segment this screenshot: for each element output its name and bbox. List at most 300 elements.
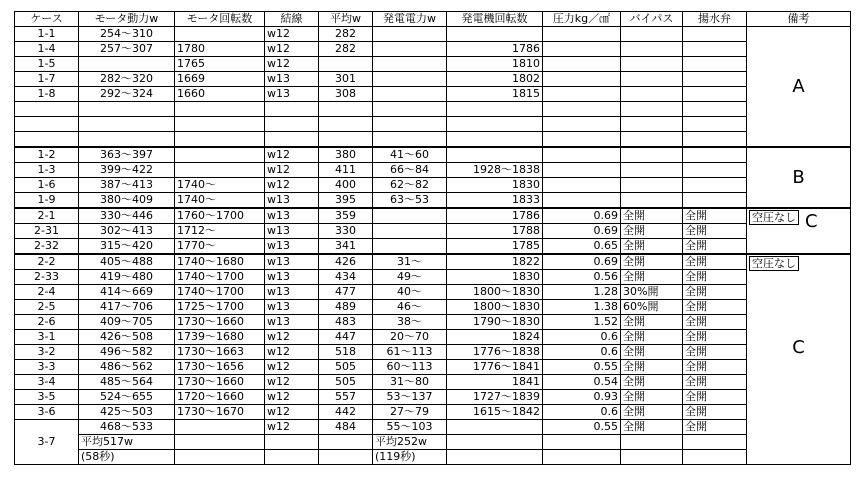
cell-pressure: 0.6 [543,330,621,345]
cell-empty [319,132,373,148]
cell-avg: 442 [319,405,373,420]
cell-case: 1-6 [15,178,79,193]
cell-case: 3-1 [15,330,79,345]
cell-valve [683,72,747,87]
cell-genrpm: 1928～1838 [447,163,543,178]
cell-bypass: 30%開 [621,285,683,300]
cell-empty [175,435,265,450]
cell-empty [447,117,543,132]
remark-C1-label: C [805,211,818,232]
cell-rpm: 1720～1660 [175,390,265,405]
cell-pressure: 0.6 [543,345,621,360]
table-row [15,420,851,435]
cell-power: 282～320 [79,72,175,87]
cell-genrpm: 1830 [447,270,543,285]
cell-empty [319,117,373,132]
cell-wiring: w12 [265,330,319,345]
cell-gen: 27～79 [373,405,447,420]
cell-power: 486～562 [79,360,175,375]
cell-bypass: 全開 [621,420,683,435]
cell-case: 3-2 [15,345,79,360]
cell-pressure [543,193,621,209]
table-row [15,27,851,42]
cell-empty [175,450,265,465]
header-wiring: 結線 [265,12,319,27]
cell-bypass [621,178,683,193]
header-generated-power: 発電電力w [373,12,447,27]
cell-valve: 全開 [683,345,747,360]
cell-empty [175,102,265,117]
cell-genrpm: 1790～1830 [447,315,543,330]
cell-avg-power: 平均517w [79,435,175,450]
note-no-air-2: 空圧なし [749,256,799,271]
cell-case: 1-3 [15,163,79,178]
cell-valve: 全開 [683,405,747,420]
cell-empty [265,132,319,148]
cell-bypass: 全開 [621,405,683,420]
cell-rpm [175,27,265,42]
cell-empty [447,420,543,435]
cell-time1: (58秒) [79,450,175,465]
cell-empty [79,102,175,117]
cell-pressure [543,57,621,72]
cell-gen: 55～103 [373,420,447,435]
cell-genrpm: 1824 [447,330,543,345]
table-row [15,345,851,360]
cell-avg: 308 [319,87,373,102]
cell-empty [683,102,747,117]
cell-valve: 全開 [683,285,747,300]
table-row [15,193,851,209]
cell-empty [621,102,683,117]
cell-gen: 53～137 [373,390,447,405]
cell-valve [683,163,747,178]
cell-bypass [621,193,683,209]
cell-valve: 全開 [683,208,747,224]
cell-gen [373,208,447,224]
cell-empty [373,117,447,132]
cell-rpm: 1669 [175,72,265,87]
cell-pressure [543,72,621,87]
table-body [15,27,851,465]
header-pressure: 圧力kg／㎠ [543,12,621,27]
cell-avg: 359 [319,208,373,224]
cell-genrpm: 1786 [447,208,543,224]
cell-wiring: w12 [265,178,319,193]
cell-pressure: 0.54 [543,375,621,390]
cell-gen: 66～84 [373,163,447,178]
cell-empty [319,450,373,465]
cell-power [79,57,175,72]
cell-case: 2-1 [15,208,79,224]
cell-valve [683,147,747,163]
cell-avg: 484 [319,420,373,435]
cell-empty [621,117,683,132]
cell-gen: 60～113 [373,360,447,375]
cell-empty [543,435,621,450]
header-average: 平均w [319,12,373,27]
cell-bypass [621,42,683,57]
cell-case: 3-3 [15,360,79,375]
cell-genrpm: 1815 [447,87,543,102]
cell-power: 302～413 [79,224,175,239]
table-row [15,147,851,163]
cell-rpm: 1780 [175,42,265,57]
cell-power: 485～564 [79,375,175,390]
cell-power: 524～655 [79,390,175,405]
cell-pressure: 1.38 [543,300,621,315]
data-sheet [14,11,850,487]
cell-pressure [543,87,621,102]
cell-avg: 505 [319,375,373,390]
cell-gen [373,57,447,72]
cell-empty [543,450,621,465]
cell-power: 405～488 [79,254,175,270]
cell-avg: 483 [319,315,373,330]
cell-valve: 全開 [683,315,747,330]
table-row [15,330,851,345]
cell-genrpm: 1788 [447,224,543,239]
cell-case: 2-4 [15,285,79,300]
cell-empty [543,132,621,148]
cell-empty [373,102,447,117]
cell-power: 257～307 [79,42,175,57]
cell-power: 417～706 [79,300,175,315]
cell-pressure [543,42,621,57]
cell-valve [683,193,747,209]
cell-rpm: 1712～ [175,224,265,239]
cell-avg: 426 [319,254,373,270]
cell-avg: 447 [319,330,373,345]
cell-genrpm: 1810 [447,57,543,72]
cell-bypass: 全開 [621,390,683,405]
cell-case: 1-2 [15,147,79,163]
cell-valve: 全開 [683,360,747,375]
cell-empty [175,117,265,132]
table-row [15,285,851,300]
cell-genrpm: 1786 [447,42,543,57]
cell-case: 2-33 [15,270,79,285]
table-row [15,254,851,270]
cell-pressure: 0.93 [543,390,621,405]
cell-bypass [621,57,683,72]
cell-empty [15,117,79,132]
cell-empty [621,132,683,148]
cell-gen: 40～ [373,285,447,300]
cell-bypass: 全開 [621,239,683,255]
cell-valve [683,87,747,102]
cell-avg: 330 [319,224,373,239]
cell-empty [621,450,683,465]
cell-genrpm [447,27,543,42]
cell-bypass: 60%開 [621,300,683,315]
cell-empty [79,132,175,148]
cell-case: 1-5 [15,57,79,72]
cell-genrpm: 1830 [447,178,543,193]
cell-valve: 全開 [683,239,747,255]
table-row [15,315,851,330]
cell-rpm: 1740～ [175,178,265,193]
cell-wiring: w13 [265,72,319,87]
cell-power: 468～533 [79,420,175,435]
cell-rpm: 1730～1656 [175,360,265,375]
cell-empty [319,102,373,117]
cell-bypass [621,27,683,42]
cell-genrpm: 1615～1842 [447,405,543,420]
cell-rpm: 1660 [175,87,265,102]
cell-avg: 411 [319,163,373,178]
cell-bypass: 全開 [621,330,683,345]
cell-empty [373,132,447,148]
cell-wiring: w13 [265,208,319,224]
cell-genrpm: 1800～1830 [447,300,543,315]
header-bypass: バイパス [621,12,683,27]
cell-wiring: w12 [265,375,319,390]
header-motor-rpm: モータ回転数 [175,12,265,27]
cell-case: 1-1 [15,27,79,42]
cell-valve: 全開 [683,420,747,435]
remark-C1 [747,208,851,254]
cell-pressure: 0.69 [543,254,621,270]
cell-case: 3-5 [15,390,79,405]
table-row [15,57,851,72]
table-row [15,117,851,132]
table-row [15,87,851,102]
remark-C2-label: C [792,337,805,358]
cell-power: 426～508 [79,330,175,345]
cell-empty [447,435,543,450]
cell-empty [15,132,79,148]
cell-bypass: 全開 [621,270,683,285]
table-row [15,239,851,255]
cell-pressure: 0.6 [543,405,621,420]
cell-wiring: w12 [265,420,319,435]
cell-rpm: 1740～1700 [175,270,265,285]
cell-empty [447,102,543,117]
cell-valve: 全開 [683,330,747,345]
header-case: ケース [15,12,79,27]
cell-empty [79,117,175,132]
cell-case: 2-32 [15,239,79,255]
cell-genrpm: 1776～1841 [447,360,543,375]
cell-avg: 301 [319,72,373,87]
cell-rpm: 1730～1660 [175,315,265,330]
cell-avg: 489 [319,300,373,315]
cell-genrpm: 1841 [447,375,543,390]
cell-pressure: 0.55 [543,360,621,375]
cell-wiring: w13 [265,239,319,255]
cell-rpm: 1730～1660 [175,375,265,390]
cell-wiring: w13 [265,87,319,102]
table-row [15,300,851,315]
cell-power: 380～409 [79,193,175,209]
cell-avg: 395 [319,193,373,209]
cell-power: 363～397 [79,147,175,163]
table-row [15,435,851,450]
cell-rpm: 1740～1700 [175,285,265,300]
cell-avg: 380 [319,147,373,163]
cell-power: 399～422 [79,163,175,178]
cell-empty [265,450,319,465]
cell-empty [265,102,319,117]
cell-case: 3-4 [15,375,79,390]
cell-rpm: 1765 [175,57,265,72]
cell-gen: 61～113 [373,345,447,360]
cell-genrpm: 1822 [447,254,543,270]
cell-empty [175,132,265,148]
table-row [15,163,851,178]
cell-power: 292～324 [79,87,175,102]
cell-power: 254～310 [79,27,175,42]
cell-rpm: 1730～1663 [175,345,265,360]
cell-bypass: 全開 [621,345,683,360]
cell-valve: 全開 [683,375,747,390]
cell-power: 387～413 [79,178,175,193]
cell-time2: (119秒) [373,450,447,465]
cell-empty [683,450,747,465]
cell-power: 414～669 [79,285,175,300]
cell-avg: 400 [319,178,373,193]
cell-valve [683,42,747,57]
cell-valve [683,178,747,193]
cell-genrpm: 1802 [447,72,543,87]
table-row [15,450,851,465]
cell-wiring: w12 [265,163,319,178]
table-row [15,72,851,87]
cell-gen [373,27,447,42]
table-row [15,360,851,375]
cell-valve: 全開 [683,224,747,239]
cell-case: 1-9 [15,193,79,209]
cell-rpm [175,147,265,163]
cell-wiring: w12 [265,405,319,420]
cell-avg: 434 [319,270,373,285]
cell-pressure: 0.69 [543,224,621,239]
cell-gen [373,87,447,102]
cell-wiring: w13 [265,315,319,330]
cell-wiring: w12 [265,360,319,375]
cell-pressure: 1.28 [543,285,621,300]
cell-bypass: 全開 [621,360,683,375]
cell-rpm: 1770～ [175,239,265,255]
cell-bypass: 全開 [621,254,683,270]
cell-avg: 477 [319,285,373,300]
cell-empty [265,117,319,132]
header-row [15,12,851,27]
cell-gen: 63～53 [373,193,447,209]
cell-pressure [543,163,621,178]
cell-empty [447,132,543,148]
cell-gen: 38～ [373,315,447,330]
cell-empty [447,450,543,465]
remark-C2 [747,254,851,465]
cell-rpm: 1740～1680 [175,254,265,270]
cell-empty [543,117,621,132]
cell-empty [621,435,683,450]
cell-case: 1-7 [15,72,79,87]
cell-gen: 46～ [373,300,447,315]
cell-bypass: 全開 [621,224,683,239]
cell-empty [175,420,265,435]
cell-bypass [621,147,683,163]
remark-A: A [747,27,851,148]
test-results-table [14,11,851,465]
cell-wiring: w13 [265,285,319,300]
cell-wiring: w13 [265,300,319,315]
cell-bypass [621,72,683,87]
cell-rpm: 1725～1700 [175,300,265,315]
cell-power: 425～503 [79,405,175,420]
table-row [15,102,851,117]
cell-bypass [621,163,683,178]
cell-bypass [621,87,683,102]
cell-wiring: w13 [265,193,319,209]
cell-wiring: w13 [265,270,319,285]
cell-pressure: 0.65 [543,239,621,255]
note-no-air: 空圧なし [749,210,799,225]
cell-avg: 557 [319,390,373,405]
cell-gen: 20～70 [373,330,447,345]
cell-gen: 41～60 [373,147,447,163]
cell-genrpm: 1785 [447,239,543,255]
cell-genrpm [447,147,543,163]
cell-empty [683,117,747,132]
cell-case: 1-8 [15,87,79,102]
cell-pressure [543,147,621,163]
cell-rpm: 1739～1680 [175,330,265,345]
table-row [15,224,851,239]
cell-avg [319,57,373,72]
cell-empty [15,102,79,117]
cell-genrpm: 1776～1838 [447,345,543,360]
table-row [15,42,851,57]
cell-case: 2-5 [15,300,79,315]
cell-case: 2-31 [15,224,79,239]
cell-valve: 全開 [683,254,747,270]
cell-rpm [175,163,265,178]
cell-power: 315～420 [79,239,175,255]
header-remarks: 備考 [747,12,851,27]
cell-empty [319,435,373,450]
cell-pressure [543,178,621,193]
cell-genrpm: 1800～1830 [447,285,543,300]
header-motor-power: モータ動力w [79,12,175,27]
cell-valve [683,57,747,72]
cell-gen: 31～ [373,254,447,270]
remark-B: B [747,147,851,208]
cell-case: 2-6 [15,315,79,330]
cell-empty [265,435,319,450]
cell-pressure: 0.56 [543,270,621,285]
cell-valve: 全開 [683,270,747,285]
cell-rpm: 1740～ [175,193,265,209]
cell-rpm: 1760～1700 [175,208,265,224]
cell-empty [543,102,621,117]
cell-power: 409～705 [79,315,175,330]
cell-case: 3-7 [15,420,79,465]
cell-empty [683,435,747,450]
cell-wiring: w12 [265,42,319,57]
cell-gen: 62～82 [373,178,447,193]
cell-wiring: w12 [265,27,319,42]
table-row [15,405,851,420]
cell-valve [683,27,747,42]
cell-gen [373,239,447,255]
cell-wiring: w12 [265,147,319,163]
cell-wiring: w13 [265,224,319,239]
cell-power: 419～480 [79,270,175,285]
cell-avg: 518 [319,345,373,360]
